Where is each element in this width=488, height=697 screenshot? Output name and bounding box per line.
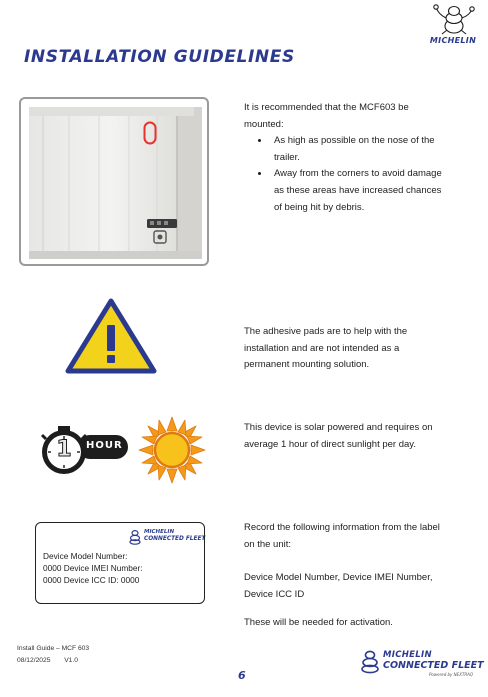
- mounting-recommendations: [244, 100, 444, 216]
- record-note: These will be needed for activation.: [244, 617, 393, 629]
- sun-icon: [137, 415, 207, 485]
- footer-version: V1.0: [64, 657, 78, 664]
- trailer-nose-photo: [29, 107, 202, 259]
- adhesive-note: [244, 324, 444, 374]
- footer-logo-product: CONNECTED FLEET: [383, 660, 484, 671]
- label-lines: [43, 550, 143, 587]
- bibendum-icon: [359, 650, 381, 674]
- stopwatch-label: HOUR: [86, 440, 123, 451]
- device-label-card: [35, 522, 205, 604]
- footer-doc-title: Install Guide – MCF 603: [17, 645, 90, 652]
- footer-date: 08/12/2025: [17, 657, 51, 664]
- label-line: Device Model Number:: [43, 551, 128, 561]
- stopwatch-icon: [36, 425, 132, 477]
- footer-logo-tagline: Powered by NEXTRAQ: [429, 672, 474, 677]
- brand-wordmark: MICHELIN: [429, 36, 477, 45]
- page-title: INSTALLATION GUIDELINES: [24, 47, 295, 67]
- record-fields: Device Model Number, Device IMEI Number, Device ICC ID: [244, 572, 433, 600]
- record-info: [244, 520, 444, 632]
- solar-text: This device is solar powered and requires on average 1 hour of direct sunlight per day.: [244, 422, 433, 450]
- mounting-intro: It is recommended that the MCF603 be mounted:: [244, 102, 409, 130]
- footer-doc-info: [17, 643, 89, 667]
- label-logo-brand: MICHELIN: [144, 529, 175, 535]
- adhesive-text: The adhesive pads are to help with the installation and are not intended as a permanent mounting solution.: [244, 326, 408, 371]
- label-line: 0000 Device ICC ID: 0000: [43, 575, 140, 586]
- label-line: 0000 Device IMEI Number:: [43, 563, 143, 574]
- warning-triangle-icon: [64, 297, 158, 375]
- record-intro: Record the following information from the label on the unit:: [244, 522, 440, 550]
- list-item: • Away from the corners to avoid damage as these areas have increased chances of being hit by debris.: [270, 166, 444, 216]
- trailer-photo-frame: [19, 97, 209, 266]
- mounting-bullet-list: [244, 133, 444, 216]
- bibendum-icon: [128, 529, 142, 545]
- stopwatch-number: 1: [56, 437, 72, 462]
- page-number: 6: [238, 669, 246, 682]
- michelin-logo: [420, 4, 486, 48]
- mounting-position-marker-icon: [143, 121, 157, 145]
- list-item: • As high as possible on the nose of the trailer.: [270, 133, 444, 166]
- footer-logo-brand: MICHELIN: [383, 650, 432, 660]
- label-logo-product: CONNECTED FLEET: [144, 536, 206, 542]
- bibendum-icon: [420, 4, 486, 36]
- connected-fleet-logo: [128, 528, 204, 546]
- connected-fleet-footer-logo: [357, 646, 488, 678]
- solar-note: [244, 420, 444, 453]
